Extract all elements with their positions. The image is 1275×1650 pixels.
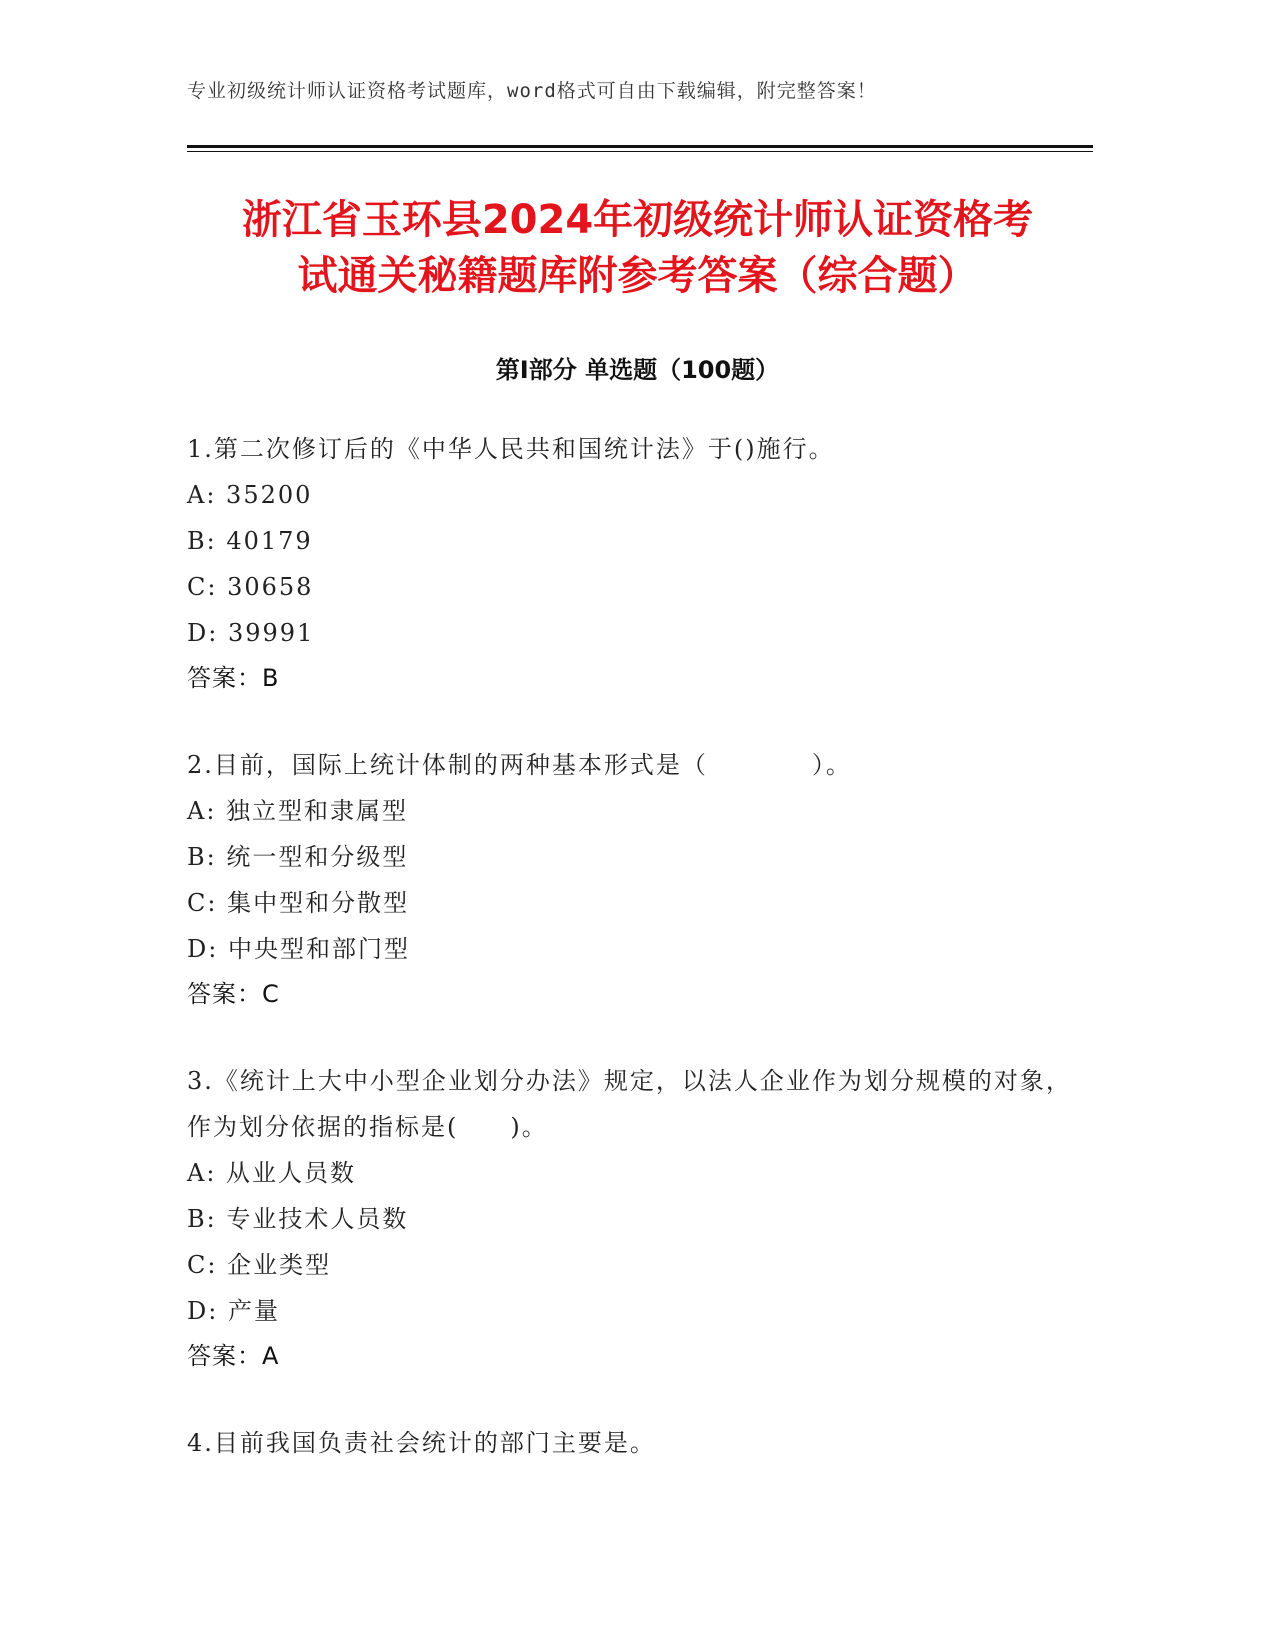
option-d: D: 39991 [187, 619, 315, 647]
option-c: C: 集中型和分散型 [187, 889, 410, 917]
option-list [187, 788, 1087, 972]
title-line-2: 试通关秘籍题库附参考答案（综合题） [297, 253, 978, 299]
section-heading: 第Ⅰ部分 单选题（100题） [495, 356, 780, 384]
title-line-1: 浙江省玉环县2024年初级统计师认证资格考 [241, 197, 1034, 243]
question-stem: 4.目前我国负责社会统计的部门主要是。 [187, 1429, 656, 1457]
answer-line: 答案：B [187, 664, 280, 692]
option-a: A: 35200 [187, 481, 313, 509]
question-stem: 1.第二次修订后的《中华人民共和国统计法》于()施行。 [187, 435, 835, 463]
option-a: A: 独立型和隶属型 [187, 797, 409, 825]
option-b: B: 统一型和分级型 [187, 843, 409, 871]
option-c: C: 30658 [187, 573, 314, 601]
option-b: B: 40179 [187, 527, 313, 555]
question-1 [187, 426, 1087, 700]
option-b: B: 专业技术人员数 [187, 1205, 409, 1233]
answer-line: 答案：C [187, 980, 280, 1008]
question-list [187, 426, 1087, 1508]
question-4 [187, 1420, 1087, 1466]
option-d: D: 产量 [187, 1297, 280, 1325]
option-c: C: 企业类型 [187, 1251, 332, 1279]
question-stem: 2.目前，国际上统计体制的两种基本形式是（ ）。 [187, 751, 852, 779]
header-rule-thin [187, 151, 1093, 152]
header-note: 专业初级统计师认证资格考试题库，word格式可自由下载编辑，附完整答案！ [187, 80, 877, 102]
header-rule-thick [187, 145, 1093, 148]
question-stem: 3.《统计上大中小型企业划分办法》规定，以法人企业作为划分规模的对象，作为划分依据的指标是( )。 [187, 1067, 1072, 1141]
document-title [130, 192, 1145, 304]
option-list [187, 1150, 1087, 1334]
option-d: D: 中央型和部门型 [187, 935, 410, 963]
answer-line: 答案：A [187, 1342, 280, 1370]
option-a: A: 从业人员数 [187, 1159, 357, 1187]
question-3 [187, 1058, 1087, 1378]
question-2 [187, 742, 1087, 1016]
option-list [187, 472, 1087, 656]
